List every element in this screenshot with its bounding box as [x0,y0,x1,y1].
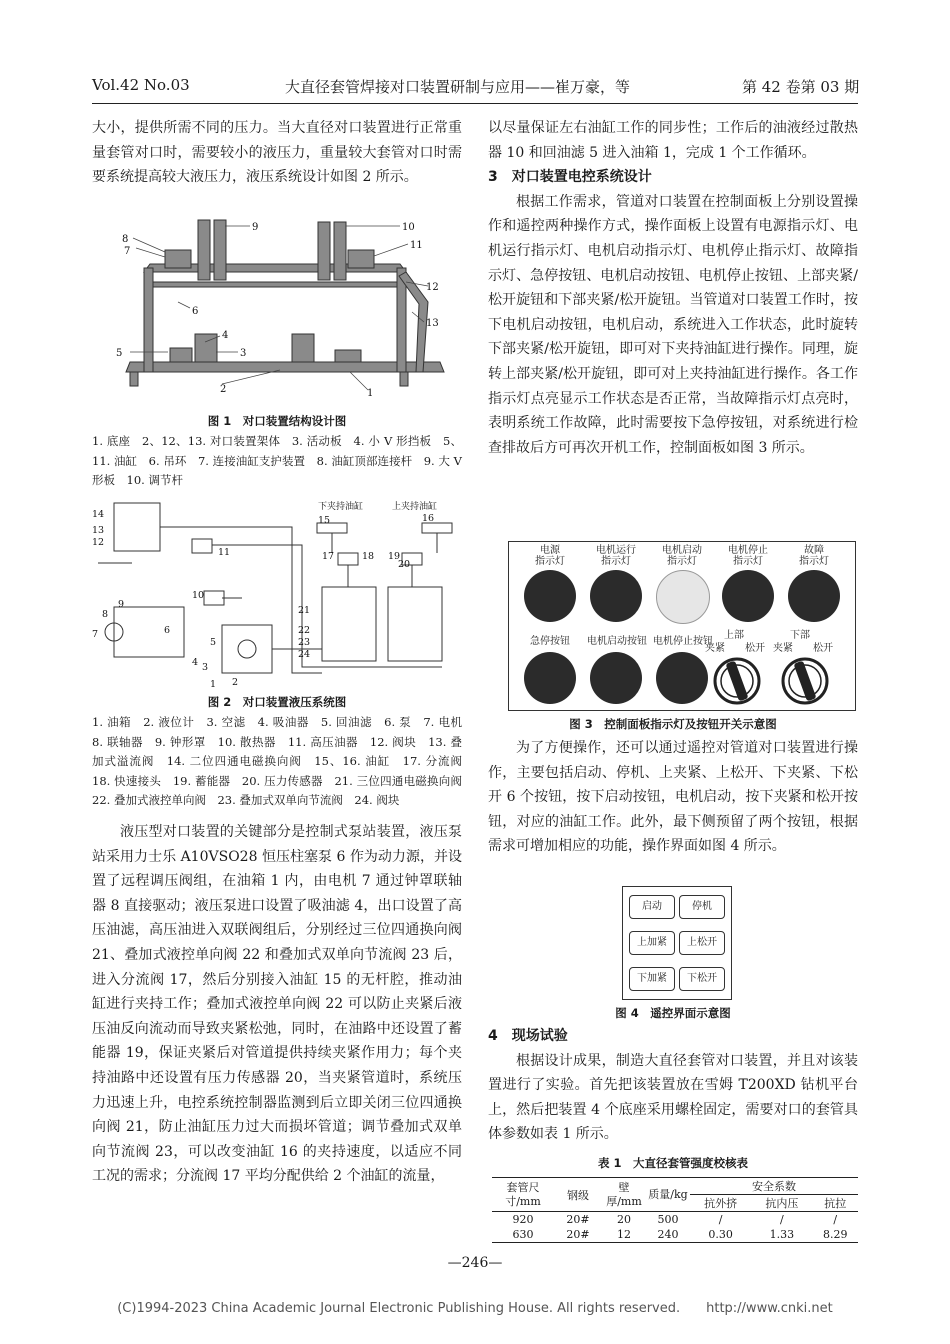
table-1-title: 表 1 大直径套管强度校核表 [597,1156,748,1170]
cylinder-upper-left [165,250,191,268]
v-plate-upper-left [198,220,210,280]
header-rule [92,103,858,104]
flow-divider-lower [338,553,358,565]
figure-2-caption: 图 2 对口装置液压系统图 [207,695,347,709]
figure-2-hydraulic-schematic [92,495,462,690]
knob-upper-clamp: 夹紧 [705,643,725,654]
paragraph: 大小，提供所需不同的压力。当大直径对口装置进行正常重量套管对口时，需要较小的液压力，重量较大套管对口时需要系统提高较大液压力，液压系统设计如图 2 所示。 [92,120,462,186]
label-lower-cylinder: 下夹持油缸 [318,502,364,512]
foot [400,372,408,386]
right-column-remote [488,736,858,859]
lower-clamp-knob[interactable] [780,656,830,706]
callout-9: 9 [252,222,259,233]
callout-12: 12 [426,282,439,293]
callout-18: 18 [362,551,375,562]
figure-1-caption: 图 1 对口装置结构设计图 [207,414,347,428]
copyright-footer: (C)1994-2023 China Academic Journal Electronic Publishing House. All rights reserved. http://www.cnki.net [117,1301,833,1316]
callout-16: 16 [422,513,435,524]
v-plate-upper-right [214,220,226,280]
callout-6: 6 [192,306,199,317]
figure-1-legend: 1. 底座 2、12、13. 对口装置架体 3. 活动板 4. 小 V 形挡板 5、11. 油缸 6. 吊环 7. 连接油缸支护装置 8. 油缸顶部连接杆 9. 大 V 形板 10. 调节杆 [92,434,462,487]
section-4-title: 4 现场试验 [488,1028,568,1044]
th-mass: 质量/kg [646,1178,690,1212]
cell: / [780,1213,784,1226]
base-rail [126,362,444,372]
cylinder-upper-right [348,250,374,268]
cell: 240 [646,1227,690,1243]
paragraph: 液压型对口装置的关键部分是控制式泵站装置，液压泵站采用力士乐 A10VSO28 恒压柱塞泵 6 作为动力源，并设置了远程调压阀组，在油箱 1 内，由电机 7 通过钟罩联轴器 8 直接驱动；液压泵进口设置了吸油滤 4，出口设置了高压油滤，高压油进入双联阀组后，分别经过三位四通换向阀 21、叠加式液控单向阀 22 和叠加式双单向节流阀 23 后，进入分流阀 17，然后分别接入油缸 15 的无杆腔，推动油缸进行夹持工作；叠加式液控单向阀 22 可以防止夹紧后液压油反向流动而导致夹紧松弛，同时，在油路中还设置了蓄能器 19，保证夹紧后对管道提供持续夹紧作用力；每个夹持油路中还设置有压力传感器 20，当夹紧管道时，系统压力迅速上升，电控系统控制器监测到后立即关闭三位四通换向阀 21，防止油缸压力过大而损坏管道；调节叠加式双单向节流阀 23，可以改变油缸 16 的夹持速度，以适应不同工况的需求；分流阀 17 平均分配供给 2 个油缸的流量， [92,824,462,1185]
th-wall: 壁厚/mm [602,1178,646,1212]
callout-5: 5 [116,348,123,359]
cylinder-16 [422,523,452,533]
callout-10: 10 [402,222,415,233]
lamp-label-start: 电机启动 指示灯 [662,545,702,567]
callout-10: 10 [192,590,205,601]
cell: 20 [617,1213,631,1226]
remote-upper-clamp-button[interactable]: 上加紧 [629,931,675,955]
page-number: —246— [447,1255,503,1271]
callout-6: 6 [164,625,171,636]
cell: 1.33 [751,1227,812,1243]
callout-21: 21 [298,605,311,616]
knob-upper-title: 上部 [724,630,744,641]
left-column-top [92,116,462,190]
callout-7: 7 [124,246,131,257]
cell: 20# [554,1227,602,1243]
remote-lower-clamp-button[interactable]: 下加紧 [629,967,675,991]
cell: / [718,1213,723,1226]
callout-19: 19 [388,551,401,562]
button-label-estop: 急停按钮 [530,636,570,647]
callout-20: 20 [398,559,411,570]
callout-3: 3 [202,662,209,673]
knob-lower-release: 松开 [813,643,833,654]
cell: 20# [566,1213,590,1226]
cell: 500 [657,1213,679,1226]
motor-start-button[interactable] [590,652,642,704]
paragraph: 为了方便操作，还可以通过遥控对管道对口装置进行操作，主要包括启动、停机、上夹紧、上松开、下夹紧、下松开 6 个按钮，按下启动按钮，电机启动，按下夹紧和松开按钮，对应的油缸工作。此外，最下侧预留了两个按钮，根据需求可增加相应的功能，操作界面如图 4 所示。 [488,740,858,855]
figure-1-structure-drawing [110,212,450,408]
remote-lower-release-button[interactable]: 下松开 [679,967,725,991]
pump-unit [114,607,184,657]
knob-lower-title: 下部 [790,630,810,641]
table-1 [492,1177,858,1243]
header-title: 大直径套管焊接对口装置研制与应用——崔万豪，等 [285,78,631,96]
paragraph: 根据设计成果，制造大直径套管对口装置，并且对该装置进行了实验。首先把该装置放在雪姆 T200XD 钻机平台上，然后把装置 4 个底座采用螺栓固定，需要对口的套管具体参数如表 1 所示。 [488,1052,858,1143]
valve-stack-upper [388,587,442,661]
remote-upper-release-button[interactable]: 上松开 [679,931,725,955]
power-indicator-lamp [524,570,576,622]
right-column-top [488,116,858,460]
th-tension: 抗拉 [824,1197,847,1210]
table-row [492,1212,858,1228]
label-upper-cylinder: 上夹持油缸 [392,502,438,512]
cylinder-lower-left [170,348,192,362]
th-collapse: 抗外挤 [704,1197,738,1210]
cell: / [833,1213,838,1226]
callout-9: 9 [118,599,125,610]
lamp-label-power: 电源 指示灯 [535,545,565,567]
v-plate-upper-far [318,222,330,280]
callout-23: 23 [298,637,311,648]
paragraph: 以尽量保证左右油缸工作的同步性；工作后的油液经过散热器 10 和回油滤 5 进入油箱 1，完成 1 个工作循环。 [488,120,858,161]
left-column-bottom [92,820,462,1189]
callout-15: 15 [318,515,331,526]
callout-8: 8 [122,234,129,245]
paragraph: 根据工作需求，管道对口装置在控制面板上分别设置操作和遥控两种操作方式，操作面板上设置有电源指示灯、电机运行指示灯、电机启动指示灯、电机停止指示灯、故障指示灯、急停按钮、电机启动按钮、电机停止按钮、上部夹紧/松开旋钮和下部夹紧/松开旋钮。当管道对口装置工作时，按下电机启动按钮，电机启动，系统进入工作状态，此时旋转下部夹紧/松开旋钮，即可对下夹持油缸进行操作。同理，旋转上部夹紧/松开旋钮，即可对上夹持油缸进行操作。各工作指示灯点亮显示工作状态是否正常，当故障指示灯点亮时，表明系统工作故障，此时需要按下急停按钮，对系统进行检查排故后方可再次开机工作，控制面板如图 3 所示。 [488,193,858,456]
callout-8: 8 [102,609,109,620]
figure-3-control-panel [508,541,856,711]
fault-indicator-lamp [788,570,840,622]
th-size: 套管尺寸/mm [492,1178,554,1212]
callout-17: 17 [322,551,335,562]
header-volume: Vol.42 No.03 [92,76,190,94]
button-label-motor-start: 电机启动按钮 [587,636,647,647]
cell: 0.30 [690,1227,751,1243]
callout-2: 2 [232,677,239,688]
high-pressure-filter [192,539,212,553]
callout-11: 11 [218,547,231,558]
figure-4-caption: 图 4 遥控界面示意图 [615,1006,731,1020]
callout-4: 4 [222,330,229,341]
th-burst: 抗内压 [765,1197,799,1210]
button-label-motor-stop: 电机停止按钮 [653,636,713,647]
callout-5: 5 [210,637,217,648]
callout-1: 1 [367,388,374,399]
callout-13: 13 [92,525,105,536]
callout-4: 4 [192,657,199,668]
callout-2: 2 [220,384,227,395]
callout-13: 13 [426,318,439,329]
knob-lower-clamp: 夹紧 [773,643,793,654]
upper-clamp-knob[interactable] [712,656,762,706]
motor-stop-button[interactable] [656,652,708,704]
filter-symbol [238,640,256,658]
knob-upper-release: 松开 [745,643,765,654]
callout-22: 22 [298,625,311,636]
th-steel: 钢级 [554,1178,602,1212]
cell: 8.29 [813,1227,859,1243]
emergency-stop-button[interactable] [524,652,576,704]
section-3-title: 3 对口装置电控系统设计 [488,169,652,186]
radiator [204,591,224,605]
callout-1: 1 [210,679,217,690]
lamp-label-stop: 电机停止 指示灯 [728,545,768,567]
callout-24: 24 [298,649,311,660]
running-indicator-lamp [590,570,642,622]
stop-indicator-lamp [722,570,774,622]
remote-stop-button[interactable]: 停机 [679,895,725,919]
header-issue: 第 42 卷第 03 期 [742,78,860,96]
figure-4-remote-interface [622,886,732,1000]
callout-12: 12 [92,537,105,548]
v-plate-lower-right [292,334,314,362]
figure-2-legend: 1. 油箱 2. 液位计 3. 空滤 4. 吸油器 5. 回油滤 6. 泵 7. 电机 8. 联轴器 9. 钟形罩 10. 散热器 11. 高压油器 12. 阀块 13. 叠加式溢流阀 14. 二位四通电磁换向阀 15、16. 油缸 17. 分流阀 18. 快速接头 19. 蓄能器 20. 压力传感器 21. 三位四通电磁换向阀 22. 叠加式液控单向阀 23. 叠加式双单向节流阀 24. 阀块 [92,715,474,807]
valve-block [222,625,272,673]
v-plate-upper-far-2 [334,222,346,280]
callout-7: 7 [92,629,99,640]
cell: 12 [602,1227,646,1243]
foot [130,372,138,386]
frame-post-left [144,268,153,372]
cross-beam [153,282,397,287]
start-indicator-lamp [656,570,710,624]
callout-11: 11 [410,240,423,251]
figure-3-caption: 图 3 控制面板指示灯及按钮开关示意图 [569,717,777,731]
valve-stack-lower [322,587,376,661]
lamp-label-running: 电机运行 指示灯 [596,545,636,567]
callout-14: 14 [92,509,105,520]
lamp-label-fault: 故障 指示灯 [799,545,829,567]
cylinder-lower-right [335,350,361,362]
table-row [492,1227,858,1243]
th-safety-factor: 安全系数 [690,1178,858,1195]
right-column-section4 [488,1024,858,1147]
cell: 920 [512,1213,534,1226]
cell: 630 [492,1227,554,1243]
callout-3: 3 [240,348,247,359]
remote-start-button[interactable]: 启动 [629,895,675,919]
relief-valve-block [114,503,160,551]
